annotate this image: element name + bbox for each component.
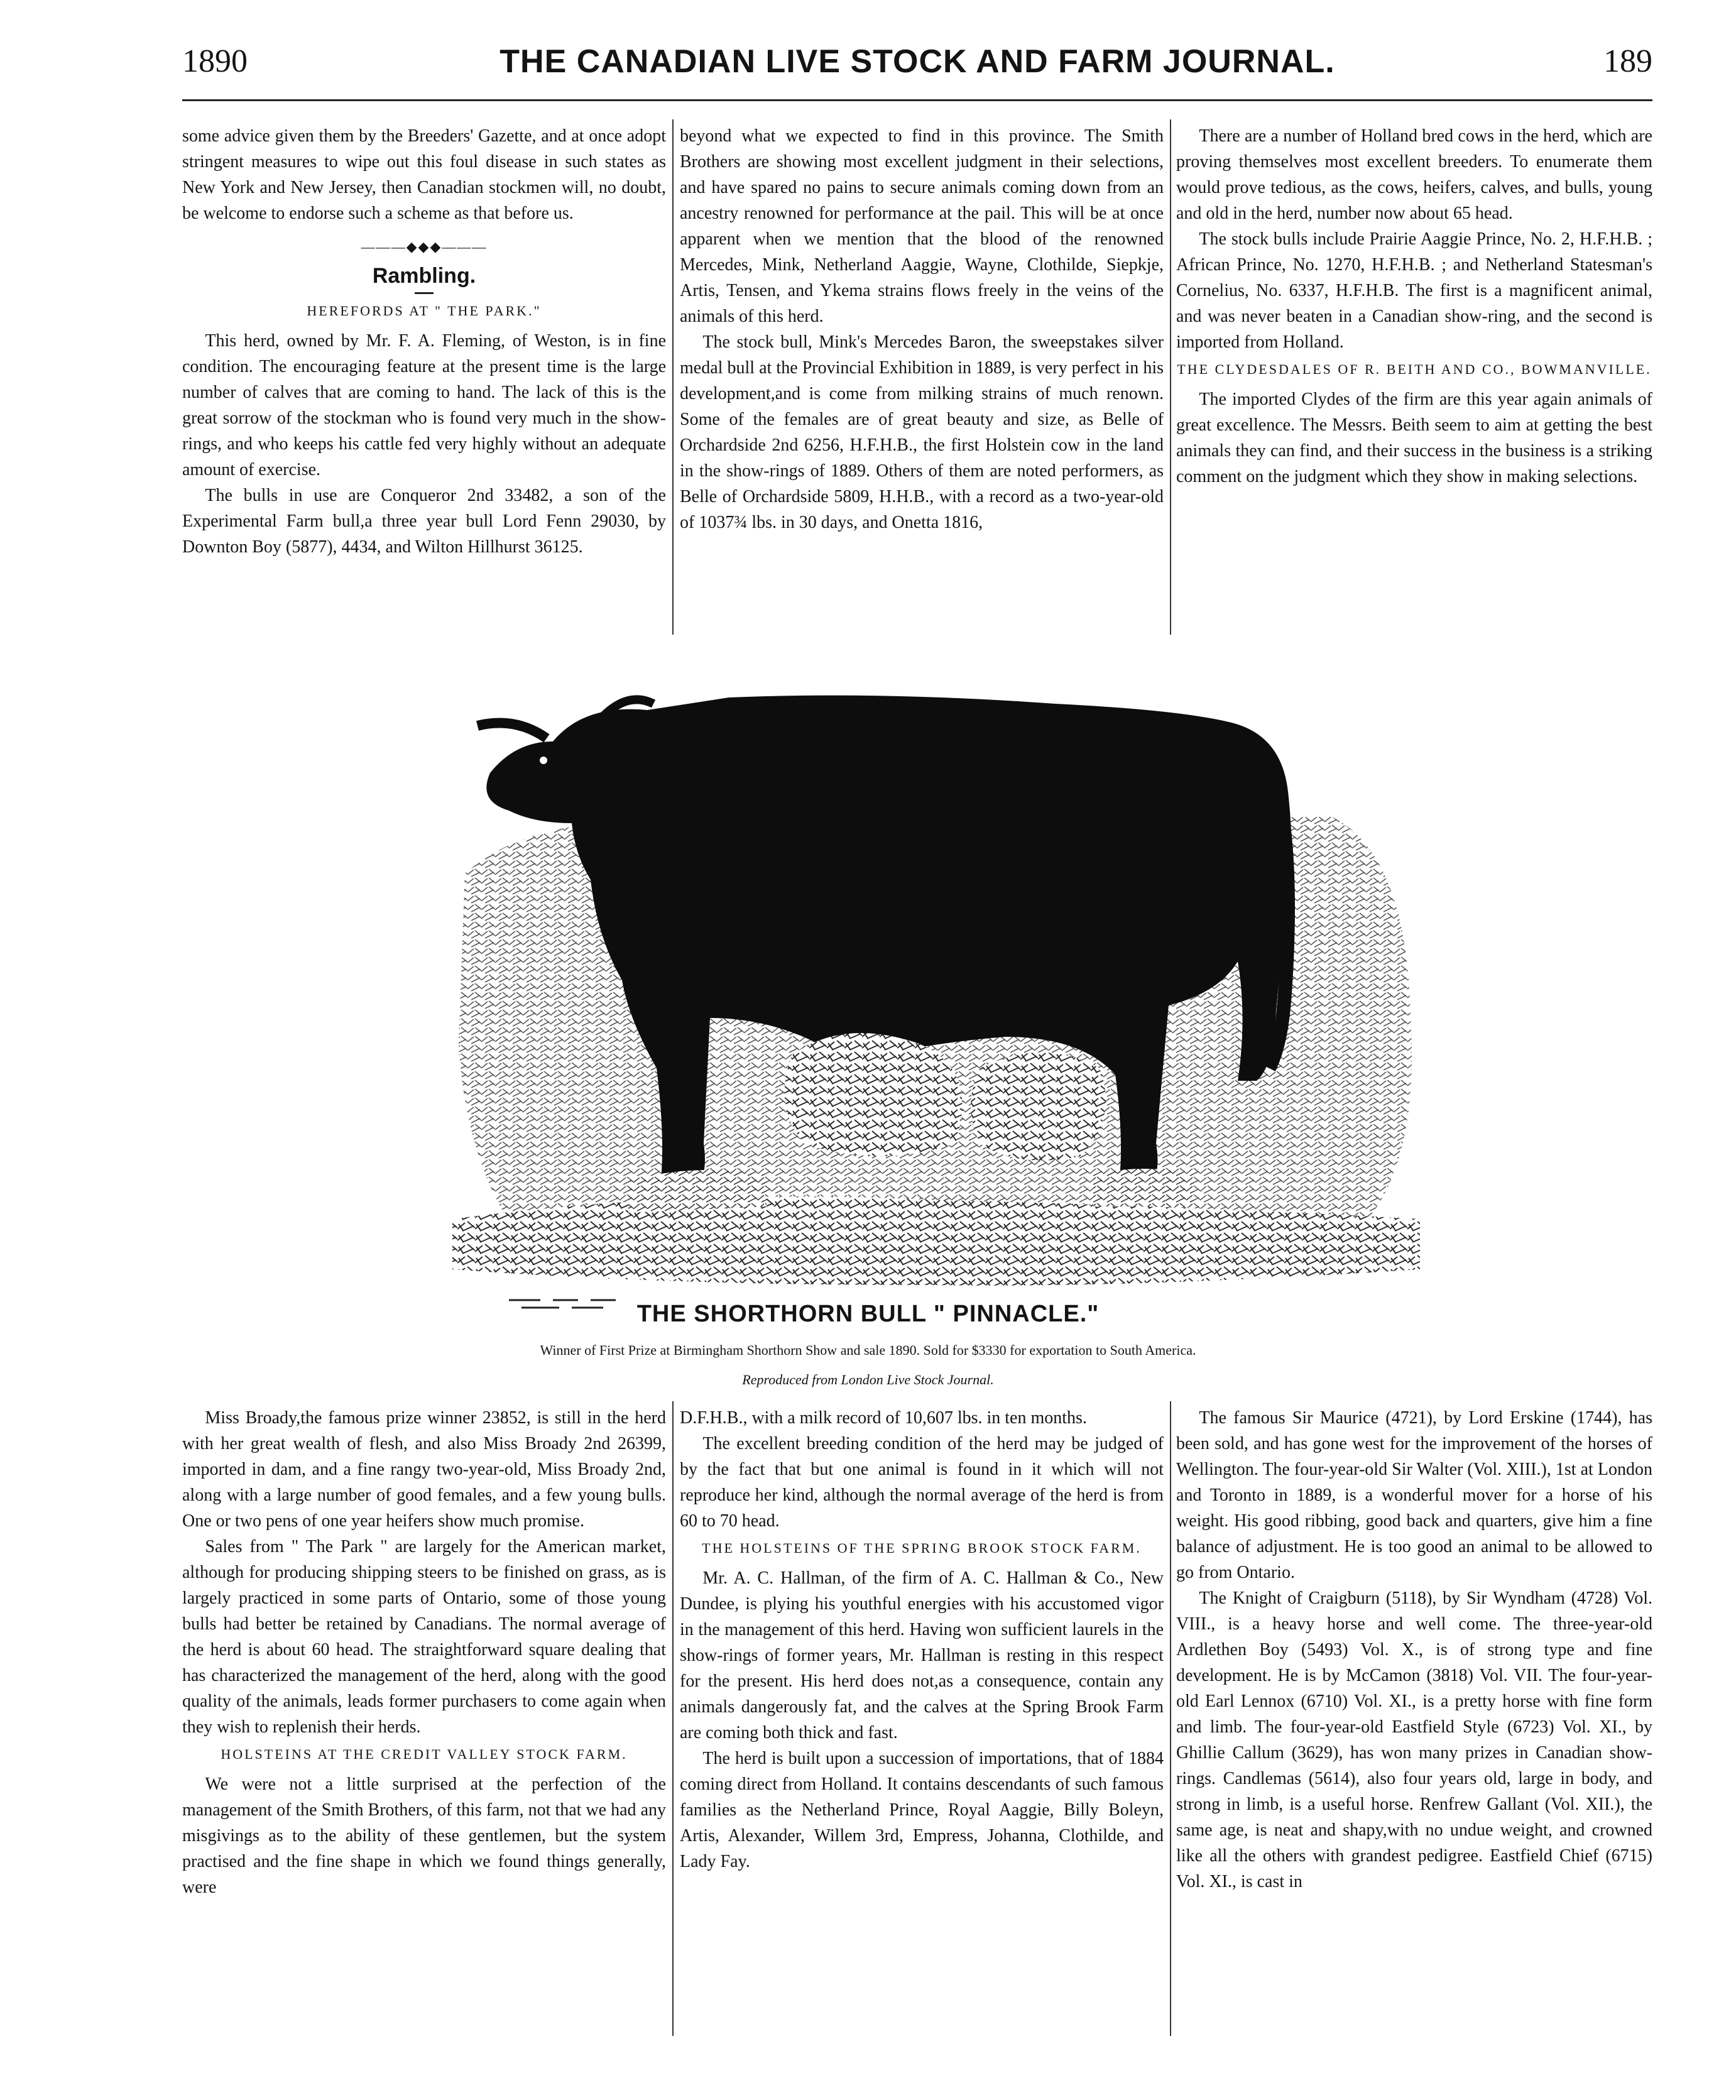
heading-rule: [415, 292, 434, 294]
paragraph: We were not a little surprised at the perfection of the management of the Smith Brothers, of this farm, not that we had any misgivings as to the ability of these gentlemen, but the system practised and the fine shape in which we found things generally, were: [182, 1775, 666, 1897]
paragraph: The bulls in use are Conqueror 2nd 33482, a son of the Experimental Farm bull,a three year bull Lord Fenn 29030, by Downton Boy (5877), 4434, and Wilton Hillhurst 36125.: [182, 486, 666, 557]
paragraph: beyond what we expected to find in this province. The Smith Brothers are showing most excellent judgment in their selections, and have spared no pains to secure animals coming down from an ancestry renowned for performance at the pail. This will be at once apparent when we mention that the blood of the renowned Mercedes, Mink, Netherland Aaggie, Wayne, Clothilde, Siepkje, Artis, Tensen, and Ykema strains flows freely in the veins of the animals of this herd.: [680, 126, 1164, 326]
paragraph: some advice given them by the Breeders' Gazette, and at once adopt stringent measures to wipe out this foul disease in such states as New York and New Jersey, then Canadian stockmen will, no doubt, be welcome to endorse such a scheme as that before us.: [182, 126, 666, 223]
subheading-spring-brook: THE HOLSTEINS OF THE SPRING BROOK STOCK FARM.: [702, 1540, 1142, 1556]
paragraph: The stock bulls include Prairie Aaggie Prince, No. 2, H.F.H.B. ; African Prince, No. 1270, H.F.H.B. ; and Netherland Statesman's Cornelius, No. 6337, H.F.H.B. The first is a magnificent animal, and was never beaten in a Canadian show-ring, and the second is imported from Holland.: [1176, 229, 1652, 352]
running-header: [182, 43, 1652, 99]
paragraph: The stock bull, Mink's Mercedes Baron, the sweepstakes silver medal bull at the Provincial Exhibition in 1889, is very perfect in his development,and is come from milking strains of much renown. Some of the females are of great beauty and size, as Belle of Orchardside 2nd 6256, H.F.H.B., the first Holstein cow in the land in the show-rings of 1889. Others of them are noted performers, as Belle of Orchardside 5809, H.H.B., with a record as a two-year-old of 1037¾ lbs. in 30 days, and Onetta 1816,: [680, 332, 1164, 532]
top-column-1: [182, 123, 666, 560]
illustration-credit: Reproduced from London Live Stock Journal.: [742, 1372, 994, 1387]
paragraph: The herd is built upon a succession of importations, that of 1884 coming direct from Holland. It contains descendants of such famous families as the Netherland Prince, Royal Aaggie, Billy Boleyn, Artis, Alexander, Willem 3rd, Empress, Johanna, Clothilde, and Lady Fay.: [680, 1749, 1164, 1871]
header-title: THE CANADIAN LIVE STOCK AND FARM JOURNAL.: [500, 43, 1335, 80]
paragraph: The Knight of Craigburn (5118), by Sir Wyndham (4728) Vol. VIII., is a heavy horse and well come. The three-year-old Ardlethen Boy (5493) Vol. X., is of strong type and fine development. He is by McCamon (3818) Vol. VII. The four-year-old Earl Lennox (6710) Vol. XI., is a pretty horse with fine form and limb. The four-year-old Eastfield Style (6723) Vol. XI., by Ghillie Callum (3629), has won many prizes in Canadian show-rings. Candlemas (5614), also four years old, large in body, and strong in limb, is a useful horse. Renfrew Gallant (Vol. XII.), the same age, is neat and shapy,with no undue weight, and crowned like all the others with grandest pedigree. Eastfield Chief (6715) Vol. XI., is cast in: [1176, 1589, 1652, 1891]
paragraph: This herd, owned by Mr. F. A. Fleming, of Weston, is in fine condition. The encouraging feature at the present time is the large number of calves that are coming to hand. The lack of this is the great sorrow of the stockman who is found very much in the show-rings, and who keeps his cattle fed very highly without an adequate amount of exercise.: [182, 331, 666, 479]
paragraph: Mr. A. C. Hallman, of the firm of A. C. Hallman & Co., New Dundee, is plying his youthful energies with his accustomed vigor in the management of this herd. Having won sufficient laurels in the show-rings of former years, Mr. Hallman is resting in this respect for the present. His herd does not,as a consequence, contain any animals dangerously fat, and the calves at the Spring Brook Farm are coming both thick and fast.: [680, 1568, 1164, 1742]
subheading-clydesdales: THE CLYDESDALES OF R. BEITH AND CO., BOWMANVILLE.: [1177, 361, 1652, 377]
section-heading-rambling: Rambling.: [372, 264, 476, 288]
column-rule: [672, 119, 674, 635]
ornamental-divider: ———◆◆◆———: [361, 239, 488, 254]
paragraph: The famous Sir Maurice (4721), by Lord Erskine (1744), has been sold, and has gone west for the improvement of the horses of Wellington. The four-year-old Sir Walter (Vol. XIII.), 1st at London and Toronto in 1889, is a wonderful mover for a horse of his weight. His good ribbing, good back and quarters, give him a fine balance of adjustment. He is too good an animal to be allowed to go from Ontario.: [1176, 1408, 1652, 1582]
subheading-herefords: HEREFORDS AT " THE PARK.": [307, 303, 542, 319]
paragraph: The imported Clydes of the firm are this year again animals of great excellence. The Messrs. Beith seem to aim at getting the best animals they can find, and their success in the business is a striking comment on the judgment which they show in making selections.: [1176, 390, 1652, 486]
shorthorn-bull-engraving: [440, 666, 1426, 1294]
header-page-number: 189: [1603, 43, 1652, 79]
paragraph: Miss Broady,the famous prize winner 23852, is still in the herd with her great wealth of flesh, and also Miss Broady 2nd 26399, imported in dam, and a fine rangy two-year-old, Miss Broady 2nd, along with a large number of good females, and a few young bulls. One or two pens of one year heifers show much promise.: [182, 1408, 666, 1531]
illustration-caption-text: Winner of First Prize at Birmingham Shorthorn Show and sale 1890. Sold for $3330 for exportation to South America.: [540, 1342, 1196, 1358]
paragraph: There are a number of Holland bred cows in the herd, which are proving themselves most excellent breeders. To enumerate them would prove tedious, as the cows, heifers, calves, and bulls, young and old in the herd, number now about 65 head.: [1176, 126, 1652, 223]
bull-illustration: [440, 666, 1426, 1294]
paragraph: D.F.H.B., with a milk record of 10,607 lbs. in ten months.: [680, 1408, 1087, 1428]
header-rule: [182, 99, 1652, 101]
column-rule: [1170, 119, 1171, 635]
paragraph: Sales from " The Park " are largely for the American market, although for producing shipping steers to be finished on grass, as is largely practiced in some parts of Ontario, some of those young bulls had better be retained by Canadians. The normal average of the herd is about 60 head. The straightforward square dealing that has characterized the management of the herd, along with the good quality of the animals, leads former purchasers to come again when they wish to replenish their herds.: [182, 1537, 666, 1737]
bottom-column-1: [182, 1405, 666, 1900]
header-year: 1890: [182, 43, 248, 79]
top-column-2: [680, 123, 1164, 535]
illustration-caption-title: THE SHORTHORN BULL " PINNACLE.": [636, 1301, 1100, 1327]
subheading-credit-valley: HOLSTEINS AT THE CREDIT VALLEY STOCK FARM.: [221, 1746, 628, 1762]
bottom-column-2: [680, 1405, 1164, 1874]
paragraph: The excellent breeding condition of the herd may be judged of by the fact that but one animal is found in it which will not reproduce her kind, although the normal average of the herd is from 60 to 70 head.: [680, 1434, 1164, 1531]
top-column-3: [1176, 123, 1652, 489]
column-rule: [1170, 1401, 1171, 2036]
bottom-column-3: [1176, 1405, 1652, 1895]
column-rule: [672, 1401, 674, 2036]
